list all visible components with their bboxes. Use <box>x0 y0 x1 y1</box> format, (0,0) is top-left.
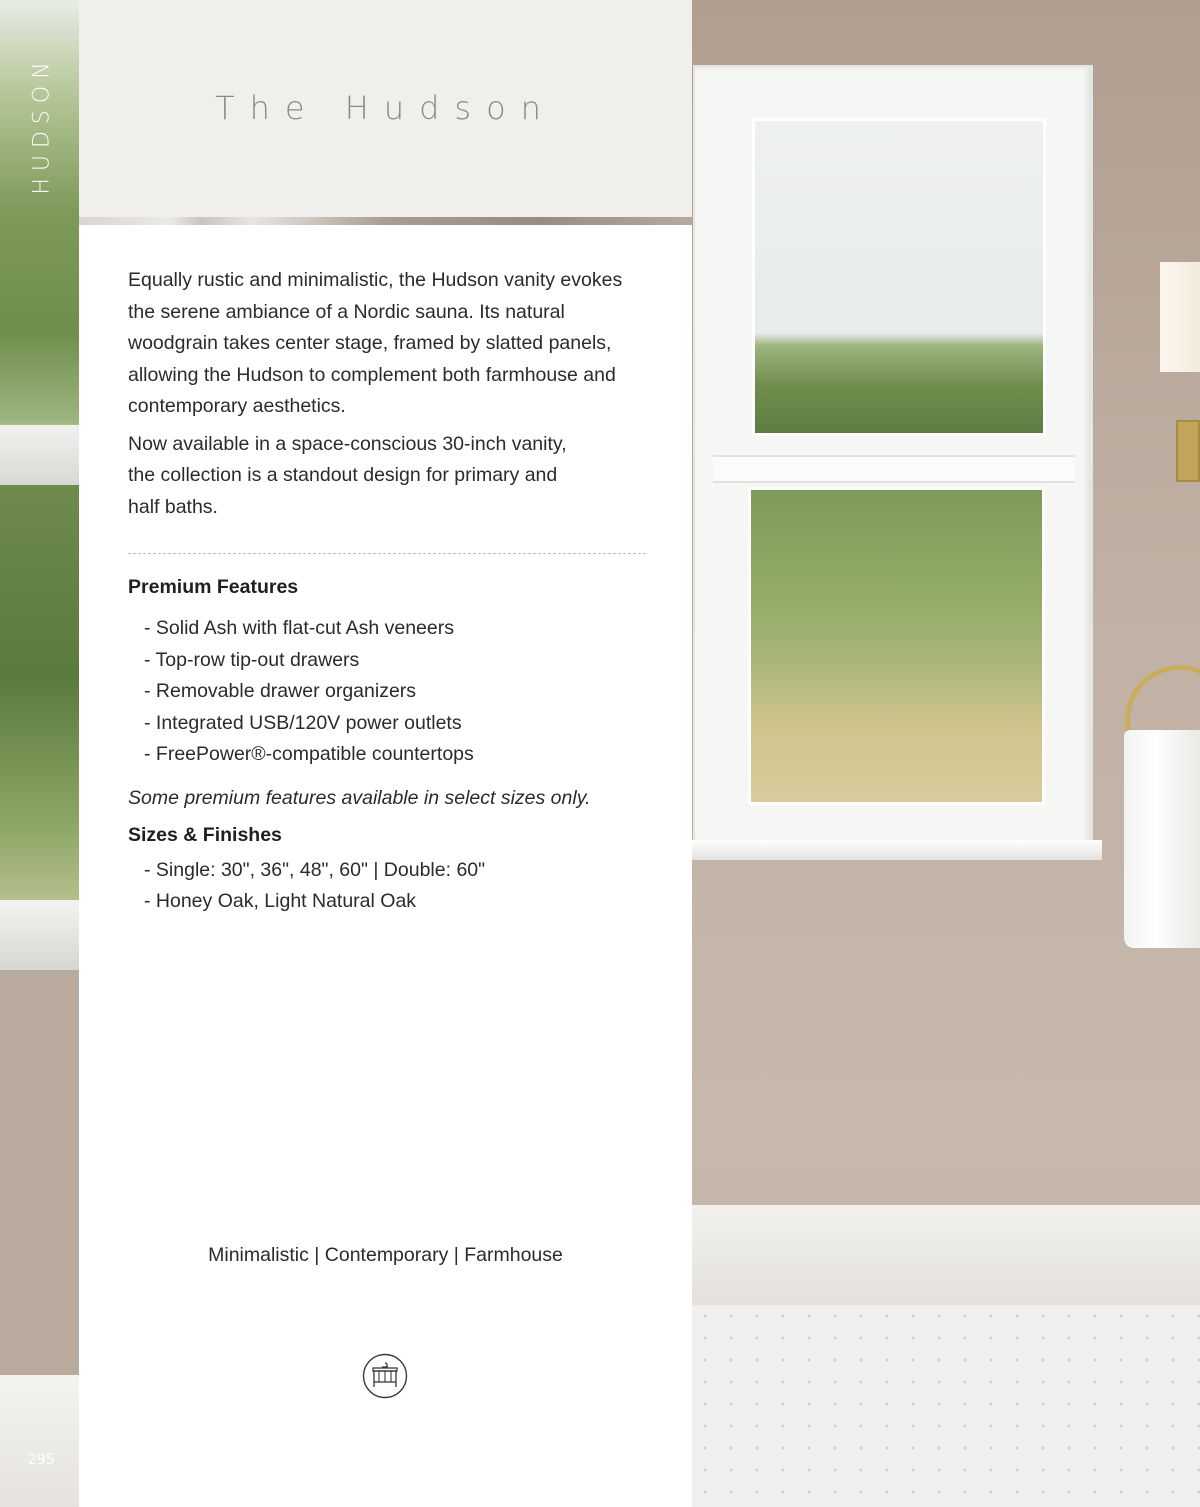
header-box <box>79 0 692 217</box>
list-item: - FreePower®-compatible countertops <box>144 743 474 765</box>
intro-paragraph-2: Now available in a space-conscious 30-inch vanity, the collection is a standout design for primary and half baths. <box>128 432 567 518</box>
window-sill <box>692 840 1102 860</box>
sizes-finishes-heading: Sizes & Finishes <box>128 823 282 846</box>
tile-floor <box>692 1305 1200 1507</box>
list-item: - Solid Ash with flat-cut Ash veneers <box>144 617 454 639</box>
style-tags: Minimalistic | Contemporary | Farmhouse <box>208 1244 563 1266</box>
content-body <box>128 265 648 918</box>
wall-sconce-shade <box>1160 262 1200 372</box>
left-window-view <box>0 0 80 1507</box>
list-item: - Honey Oak, Light Natural Oak <box>144 890 417 912</box>
premium-features-heading: Premium Features <box>128 576 299 598</box>
list-item: - Integrated USB/120V power outlets <box>144 711 462 734</box>
towel <box>1124 730 1200 948</box>
list-item: - Single: 30", 36", 48", 60" | Double: 60" <box>144 858 486 881</box>
page-title: The Hudson <box>215 88 556 127</box>
list-item: - Removable drawer organizers <box>144 680 417 702</box>
window-pane-bottom <box>748 487 1045 805</box>
list-item: - Top-row tip-out drawers <box>144 648 360 671</box>
window-sash-rail <box>713 455 1075 483</box>
window-pane-top <box>752 118 1046 436</box>
wall-sconce-plate <box>1176 420 1200 482</box>
divider <box>128 553 646 554</box>
premium-features-note: Some premium features available in select sizes only. <box>128 786 591 809</box>
page-number: 295 <box>28 1452 55 1468</box>
premium-features-list <box>128 613 648 771</box>
intro-paragraph-1: Equally rustic and minimalistic, the Hudson vanity evokes the serene ambiance of a Nordic sauna. Its natural woodgrain takes center stage, framed by slatted panels, allowing the Hudson to complement both farmhouse and contemporary aesthetics. <box>128 269 623 417</box>
baseboard <box>692 1205 1200 1305</box>
vanity-icon <box>362 1353 408 1399</box>
sizes-finishes-list <box>128 855 648 918</box>
side-label: HUDSON <box>29 55 55 195</box>
header-image-strip <box>79 217 692 225</box>
